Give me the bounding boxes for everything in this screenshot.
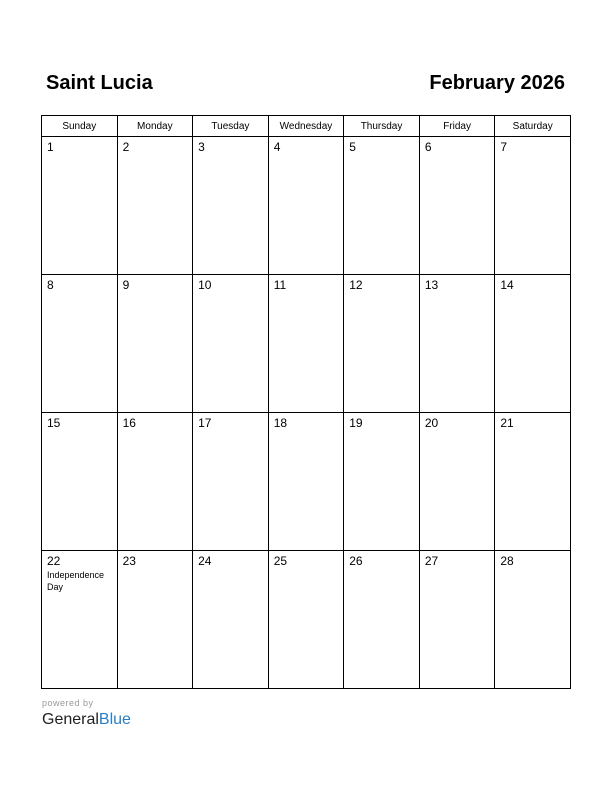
- weekday-tuesday: Tuesday: [193, 116, 269, 137]
- day-cell: [419, 551, 495, 689]
- weekday-header-row: [42, 116, 571, 137]
- day-number: 27: [424, 554, 439, 568]
- day-cell: [495, 551, 571, 689]
- day-number: 3: [198, 140, 205, 154]
- day-cell: [117, 137, 193, 275]
- day-number: 6: [424, 140, 432, 154]
- weekday-saturday: Saturday: [495, 116, 571, 137]
- footer-branding: [42, 698, 131, 730]
- day-cell: [268, 413, 344, 551]
- day-number: 24: [198, 554, 212, 568]
- calendar-grid: [41, 115, 571, 689]
- brand-name-first: General: [42, 711, 99, 728]
- day-cell: [495, 137, 571, 275]
- day-cell: [268, 551, 344, 689]
- day-number: 11: [273, 278, 287, 292]
- day-cell: [117, 413, 193, 551]
- day-cell: [344, 275, 420, 413]
- day-number: 10: [198, 278, 212, 292]
- day-number: 5: [349, 140, 356, 154]
- day-number: 12: [349, 278, 363, 292]
- day-number: 22: [47, 554, 61, 568]
- day-number: 4: [273, 140, 281, 154]
- day-cell: [419, 275, 495, 413]
- day-cell: [419, 137, 495, 275]
- day-number: 1: [47, 140, 54, 154]
- day-number: 23: [122, 554, 136, 568]
- holiday-label: Independence Day: [47, 570, 105, 592]
- day-cell: [495, 413, 571, 551]
- day-number: 21: [500, 416, 514, 430]
- week-row: [42, 275, 571, 413]
- day-number: 20: [424, 416, 439, 430]
- day-cell: [193, 551, 269, 689]
- day-number: 25: [273, 554, 288, 568]
- day-number: 15: [47, 416, 61, 430]
- day-number: 7: [500, 140, 508, 154]
- day-cell: [42, 413, 118, 551]
- day-cell: [268, 275, 344, 413]
- week-row: [42, 551, 571, 689]
- powered-by-text: powered by: [42, 698, 94, 708]
- day-number: 18: [273, 416, 288, 430]
- day-number: 28: [500, 554, 514, 568]
- day-number: 17: [198, 416, 212, 430]
- day-cell: [344, 137, 420, 275]
- day-cell: [193, 275, 269, 413]
- day-cell: [42, 137, 118, 275]
- day-cell: [344, 551, 420, 689]
- day-number: 9: [122, 278, 130, 292]
- day-cell: [117, 275, 193, 413]
- day-number: 14: [500, 278, 514, 292]
- day-number: 26: [349, 554, 363, 568]
- day-cell: [495, 275, 571, 413]
- day-cell: [42, 551, 118, 689]
- weekday-monday: Monday: [117, 116, 193, 137]
- country-title: Saint Lucia: [46, 72, 153, 94]
- weekday-friday: Friday: [419, 116, 495, 137]
- generalblue-logo[interactable]: [42, 710, 131, 730]
- day-number: 16: [122, 416, 136, 430]
- day-cell: [193, 137, 269, 275]
- week-row: [42, 137, 571, 275]
- day-cell: [419, 413, 495, 551]
- day-number: 2: [122, 140, 130, 154]
- day-cell: [42, 275, 118, 413]
- weekday-sunday: Sunday: [42, 116, 118, 137]
- day-number: 8: [47, 278, 54, 292]
- day-cell: [268, 137, 344, 275]
- day-cell: [117, 551, 193, 689]
- weekday-wednesday: Wednesday: [268, 116, 344, 137]
- day-number: 13: [424, 278, 439, 292]
- week-row: [42, 413, 571, 551]
- weekday-thursday: Thursday: [344, 116, 420, 137]
- brand-name-second: Blue: [98, 711, 131, 728]
- day-number: 19: [349, 416, 363, 430]
- day-cell: [193, 413, 269, 551]
- day-cell: [344, 413, 420, 551]
- month-title: February 2026: [429, 72, 565, 94]
